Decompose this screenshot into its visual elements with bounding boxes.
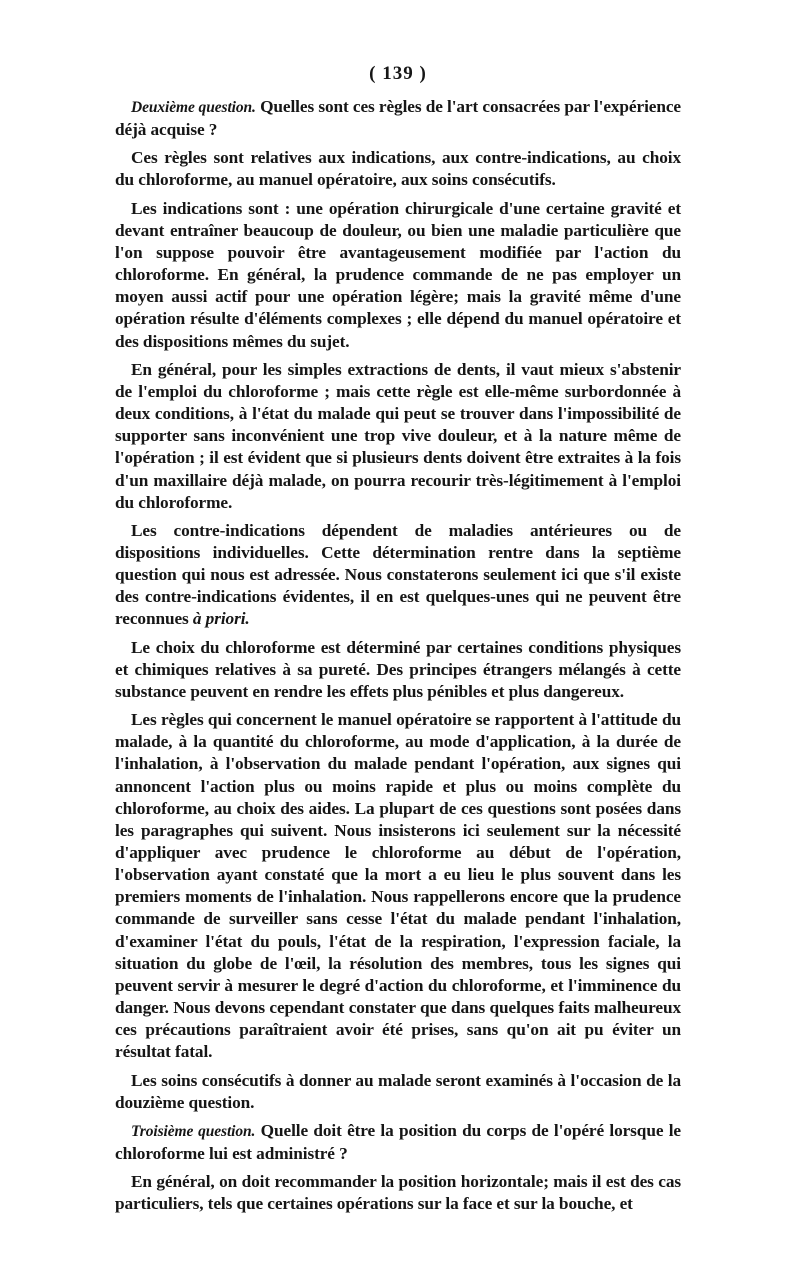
book-page xyxy=(115,62,681,1222)
question-label: Deuxième question. xyxy=(131,99,256,116)
paragraph-deuxieme-question xyxy=(115,96,681,141)
paragraph-extractions-dents xyxy=(115,359,681,514)
paragraph-text: Les règles qui concernent le manuel opératoire se rapportent à l'attitude du malade, à la quantité du chloroforme, au mode d'application, à la durée de l'inhalation, à l'observation du malade pendant l'opération, aux signes qui annoncent l'action plus ou moins rapide et plus ou moins complète du chloroforme, au choix des aides. La plupart de ces questions sont posées dans les paragraphes qui suivent. Nous insisterons ici seulement sur la nécessité d'appliquer avec prudence le chloroforme au début de l'opération, l'observation ayant constaté que la mort a eu lieu le plus souvent dans les premiers moments de l'inhalation. Nous rappellerons encore que la prudence commande de surveiller sans cesse l'état du malade pendant l'inhalation, d'examiner l'état du pouls, l'état de la respiration, l'expression faciale, la situation du globe de l'œil, la résolution des membres, tous les signes qui peuvent servir à mesurer le degré d'action du chloroforme, et l'imminence du danger. Nous devons cependant constater que dans quelques faits malheureux ces précautions paraîtraient avoir été prises, sans qu'on ait pu éviter un résultat fatal. xyxy=(115,710,681,1062)
paragraph-contre-indications xyxy=(115,520,681,631)
paragraph-text: Le choix du chloroforme est déterminé par certaines conditions physiques et chimiques relatives à sa pureté. Des principes étrangers mélangés à cette substance peuvent en rendre les effets plus pénibles et plus dangereux. xyxy=(115,637,681,701)
paragraph-text: Quelles sont ces règles de l'art consacrées par l'expérience déjà acquise ? xyxy=(115,97,682,140)
paragraph-position-horizontale xyxy=(115,1171,681,1215)
paragraph-text: En général, on doit recommander la position horizontale; mais il est des cas particuliers, tels que certaines opérations sur la face et sur la bouche, et xyxy=(115,1172,681,1214)
paragraph-soins-consecutifs xyxy=(115,1070,681,1114)
question-label: Troisième question. xyxy=(131,1122,256,1140)
paragraph-text: Les soins consécutifs à donner au malade seront examinés à l'occasion de la douzième question. xyxy=(115,1070,681,1112)
paragraph-choix-chloroforme xyxy=(115,637,681,703)
paragraph-regles xyxy=(115,147,681,191)
italic-phrase: à priori. xyxy=(192,609,250,629)
paragraph-indications xyxy=(115,198,681,353)
paragraph-text: Quelle doit être la position du corps de l'opéré lorsque le chloroforme lui est administré ? xyxy=(115,1120,681,1164)
paragraph-troisieme-question xyxy=(115,1120,681,1165)
paragraph-manuel-operatoire xyxy=(115,709,681,1064)
page-number: ( 139 ) xyxy=(369,63,427,84)
paragraph-text: Les indications sont : une opération chirurgicale d'une certaine gravité et devant entraîner beaucoup de douleur, ou bien une maladie particulière que l'on suppose pouvoir être avantageusement modifiée par l'action du chloroforme. En général, la prudence commande de ne pas employer un moyen aussi actif pour une opération légère; mais la gravité même d'une opération résulte d'éléments complexes ; elle dépend du manuel opératoire et des dispositions mêmes du sujet. xyxy=(115,198,681,351)
paragraph-text: En général, pour les simples extractions de dents, il vaut mieux s'abstenir de l'emploi du chloroforme ; mais cette règle est elle-même surbordonnée à deux conditions, à l'état du malade qui peut se trouver dans l'impossibilité de supporter sans inconvénient une trop vive douleur, et à la nature même de l'opération ; il est évident que si plusieurs dents doivent être extraites à la fois d'un maxillaire déjà malade, on pourra recourir très-légitimement à l'emploi du chloroforme. xyxy=(115,359,681,512)
paragraph-text: Ces règles sont relatives aux indications, aux contre-indications, au choix du chloroforme, au manuel opératoire, aux soins consécutifs. xyxy=(115,148,681,190)
paragraph-text: Les contre-indications dépendent de maladies antérieures ou de dispositions individuelles. Cette détermination rentre dans la septième question qui nous est adressée. Nous constaterons seulement ici que s'il existe des contre-indications évidentes, il en est quelques-unes qui ne peuvent être reconnues xyxy=(115,520,681,629)
